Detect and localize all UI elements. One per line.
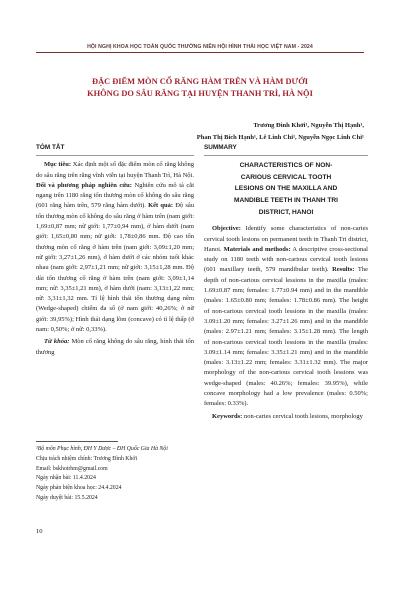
results-text-en: The depth of non-carious cervical lessions in the maxilla (males: 1.69±0.87 mm; females: 1.77±0.94 mm) and in the mandible (males: 1.65±0.80 mm; females: 1.78±0.86 mm). The height of non-carious cervical tooth lessions in the maxilla (males: 3.09±1.20 mm; females: 3.27±1.26 mm) and in the mandible (males: 2.97±1.21 mm; females: 3.15±1.28 mm). The length of non-carious cervical tooth lessions in the maxilla (males: 3.09±1.14 mm; females: 3.35±1.21 mm) and in the mandible (males: 3.13±1.22 mm; females: 3.31±1.32 mm). The major morphology of the non-carious cervical tooth lessions was wedge-shaped (males: 40.26%; females: 39.95%), while concave morphology had a low prevalence (males: 0.50%; females: 0.33%).: [204, 266, 369, 408]
en-title-line-1: CHARACTERISTICS OF NON-: [239, 162, 333, 170]
keywords-text-vn: Mòn cổ răng không do sâu răng, hình thái tổn thương: [36, 338, 194, 356]
author-list: [64, 120, 364, 144]
en-title-line-2: CARIOUS CERVICAL TOOTH: [240, 173, 332, 181]
footnotes: [36, 445, 194, 504]
en-title-line-5: DISTRICT, HANOI: [258, 208, 314, 216]
english-abstract: [204, 143, 368, 424]
keywords-text-en: non-caries cervical tooth lesions, morphology: [242, 412, 363, 420]
vietnamese-abstract: [36, 143, 194, 360]
keywords-label-en: Keywords:: [212, 412, 243, 420]
author-line-1: Trương Đình Khởi¹, Nguyễn Thị Hạnh¹,: [253, 122, 364, 129]
accepted-date: Ngày duyệt bài: 15.5.2024: [36, 494, 98, 501]
article-title: [36, 76, 364, 99]
abstract-heading-vn: TÓM TẮT: [36, 143, 194, 156]
keywords-en: [204, 412, 368, 422]
en-title-line-4: MANDIBLE TEETH IN THANH TRI: [233, 197, 339, 205]
page-number: 10: [36, 528, 43, 535]
received-date: Ngày nhận bài: 11.4.2024: [36, 475, 96, 482]
keywords-vn: [36, 337, 194, 358]
objective-label-en: Objective:: [212, 225, 241, 233]
methods-label-en: Materials and methods:: [221, 245, 291, 253]
objective-label-vn: Mục tiêu:: [44, 161, 72, 169]
running-header: HỘI NGHỊ KHOA HỌC TOÀN QUỐC THƯỜNG NIÊN HỘI HÌNH THÁI HỌC VIỆT NAM - 2024: [87, 44, 313, 50]
abstract-body-vn: [36, 160, 194, 335]
title-line-2: KHÔNG DO SÂU RĂNG TẠI HUYỆN THANH TRÌ, HÀ NỘI: [87, 88, 313, 98]
methods-text-en: A descriptive cross-sectional study on 1180 teeth with non-carious cervical tooth lesions (601 maxillary teeth, 579 mandibular teeth).: [204, 245, 368, 274]
abstract-heading-en: SUMMARY: [204, 143, 368, 156]
results-label-en: Results:: [328, 266, 355, 274]
footnote-rule: [36, 441, 118, 442]
header-rule: [36, 52, 364, 53]
title-line-1: ĐẶC ĐIỂM MÒN CỔ RĂNG HÀM TRÊN VÀ HÀM DƯỚI: [92, 77, 308, 86]
objective-text-vn: Xác định một số đặc điểm mòn cổ răng không do sâu răng trên răng vĩnh viễn tại huyện Thanh Trì, Hà Nội.: [36, 161, 194, 179]
review-date: Ngày phản biện khoa học: 24.4.2024: [36, 485, 122, 492]
email-note: Email: bskhoirhm@gmail.com: [36, 465, 108, 472]
methods-label-vn: Đối và phương pháp nghiên cứu:: [36, 181, 132, 189]
objective-text-en: Identify some characteristics of non-caries cervical tooth lesions on permanent teeth in Thanh Tri district, Hanoi.: [204, 225, 368, 253]
corresponding-author: Chịu trách nhiệm chính: Trương Đình Khởi: [36, 455, 138, 462]
keywords-label-vn: Từ khóa:: [44, 338, 70, 346]
results-label-vn: Kết quả:: [145, 202, 174, 210]
english-title: [204, 160, 368, 218]
abstract-body-en: [204, 224, 368, 409]
affiliation-note: ¹Bộ môn Phục hình, ĐH Y Dược – ĐH Quốc Gia Hà Nội: [36, 446, 168, 452]
author-line-2: Phan Thị Bích Hạnh¹, Lê Linh Chi¹, Nguyễn Ngọc Linh Chi¹: [196, 134, 364, 141]
methods-text-vn: Nghiên cứu mô tả cắt ngang trên 1180 răng tổn thương mòn cổ không do sâu răng (601 răng hàm trên, 579 răng hàm dưới).: [36, 181, 194, 210]
results-text-vn: Độ sâu tổn thương mòn cổ không do sâu răng ở hàm trên (nam giới: 1,69±0,87 mm; nữ giới: 1,77±0,94 mm), ở hàm dưới (nam giới: 1,65±0,80 mm; nữ giới: 1,78±0,86 mm. Độ cao tổn thương mòn cổ răng ở hàm trên (nam giới: 3,09±1,20 mm; nữ giới: 3,27±1,26 mm), ở hàm dưới ở các nhóm tuổi khác nhau (nam giới: 2,97±1,21 mm; nữ giới: 3,15±1,28 mm. Độ dài tổn thương cổ răng ở hàm trên (nam giới: 3,09±1,14 mm; nữ: 3,35±1,21 mm), ở hàm dưới (nam: 3,13±1,22 mm; nữ: 3,31±1,32 mm. Tỉ lệ hình thái tổn thương dạng nêm (Wedge-shaped) chiếm đa số (ở nam giới: 40,26%; ở nữ giới: 39,95%); Hình thái dạng lõm (concave) có tỉ lệ thấp (ở nam: 0,50%; ở nữ: 0,33%).: [36, 202, 195, 334]
en-title-line-3: LESIONS ON THE MAXILLA AND: [234, 185, 338, 193]
